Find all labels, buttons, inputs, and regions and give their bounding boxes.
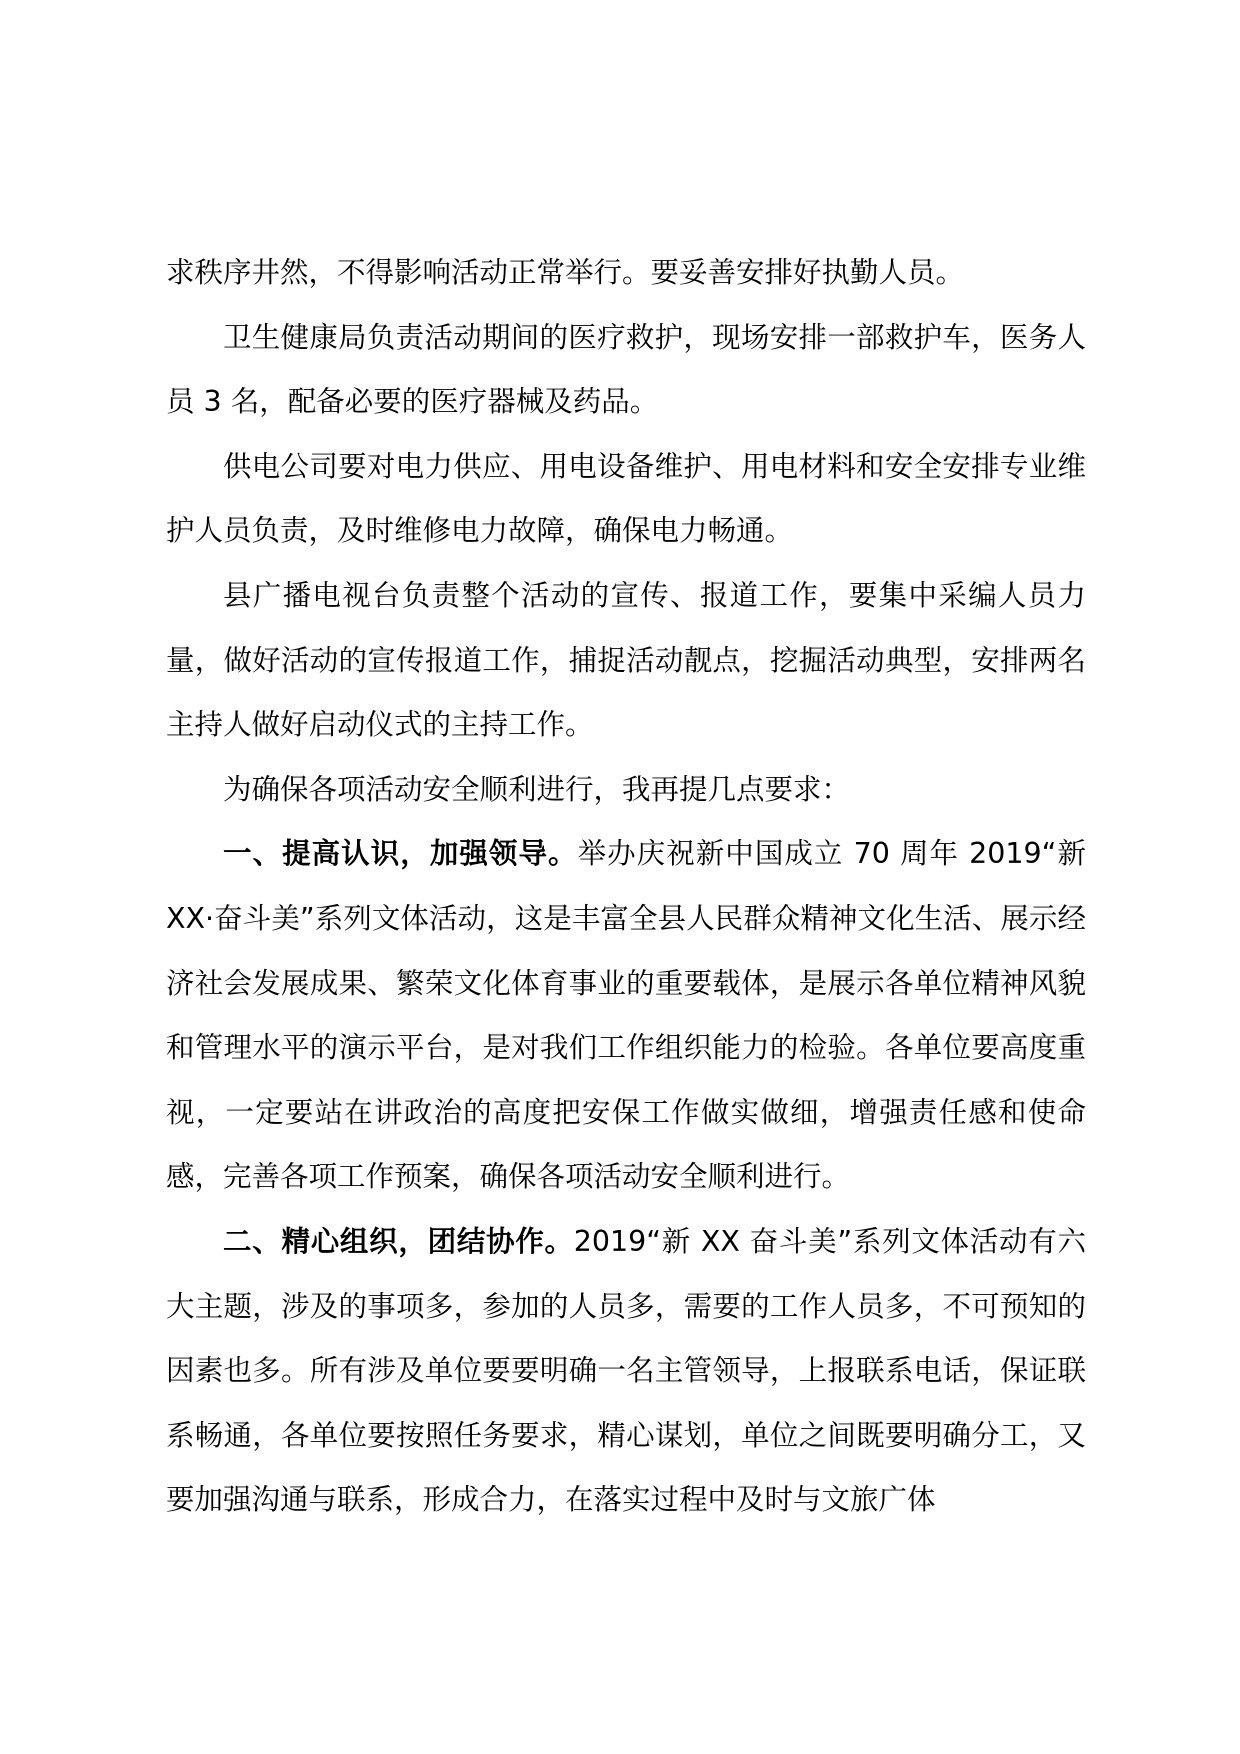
section-paragraph xyxy=(166,822,1086,1210)
paragraph xyxy=(166,241,1086,306)
paragraph xyxy=(166,564,1086,758)
paragraph xyxy=(166,306,1086,435)
paragraph xyxy=(166,435,1086,564)
section-paragraph xyxy=(166,1210,1086,1533)
paragraph xyxy=(166,758,1086,823)
document-body xyxy=(166,241,1086,1533)
paragraph-text: 县广播电视台负责整个活动的宣传、报道工作，要集中采编人员力量，做好活动的宣传报道工作，捕捉活动靓点，挖掘活动典型，安排两名主持人做好启动仪式的主持工作。 xyxy=(166,578,1086,742)
paragraph-text: 求秩序井然，不得影响活动正常举行。要妥善安排好执勤人员。 xyxy=(166,256,965,289)
section-heading: 一、提高认识，加强领导。 xyxy=(223,837,578,871)
paragraph-text: 为确保各项活动安全顺利进行，我再提几点要求： xyxy=(223,772,851,806)
paragraph-text: 卫生健康局负责活动期间的医疗救护，现场安排一部救护车，医务人员 3 名，配备必要的医疗器械及药品。 xyxy=(166,320,1086,419)
paragraph-text: 供电公司要对电力供应、用电设备维护、用电材料和安全安排专业维护人员负责，及时维修电力故障，确保电力畅通。 xyxy=(166,449,1086,548)
paragraph-text: 2019“新 XX 奋斗美”系列文体活动有六大主题，涉及的事项多，参加的人员多，需要的工作人员多，不可预知的因素也多。所有涉及单位要要明确一名主管领导，上报联系电话，保证联系畅通，各单位要按照任务要求，精心谋划，单位之间既要明确分工，又要加强沟通与联系，形成合力，在落实过程中及时与文旅广体 xyxy=(166,1224,1086,1517)
paragraph-text: 举办庆祝新中国成立 70 周年 2019“新XX·奋斗美”系列文体活动，这是丰富全县人民群众精神文化生活、展示经济社会发展成果、繁荣文化体育事业的重要载体，是展示各单位精神风貌和管理水平的演示平台，是对我们工作组织能力的检验。各单位要高度重视，一定要站在讲政治的高度把安保工作做实做细，增强责任感和使命感，完善各项工作预案，确保各项活动安全顺利进行。 xyxy=(166,837,1086,1194)
section-heading: 二、精心组织，团结协作。 xyxy=(223,1224,574,1258)
